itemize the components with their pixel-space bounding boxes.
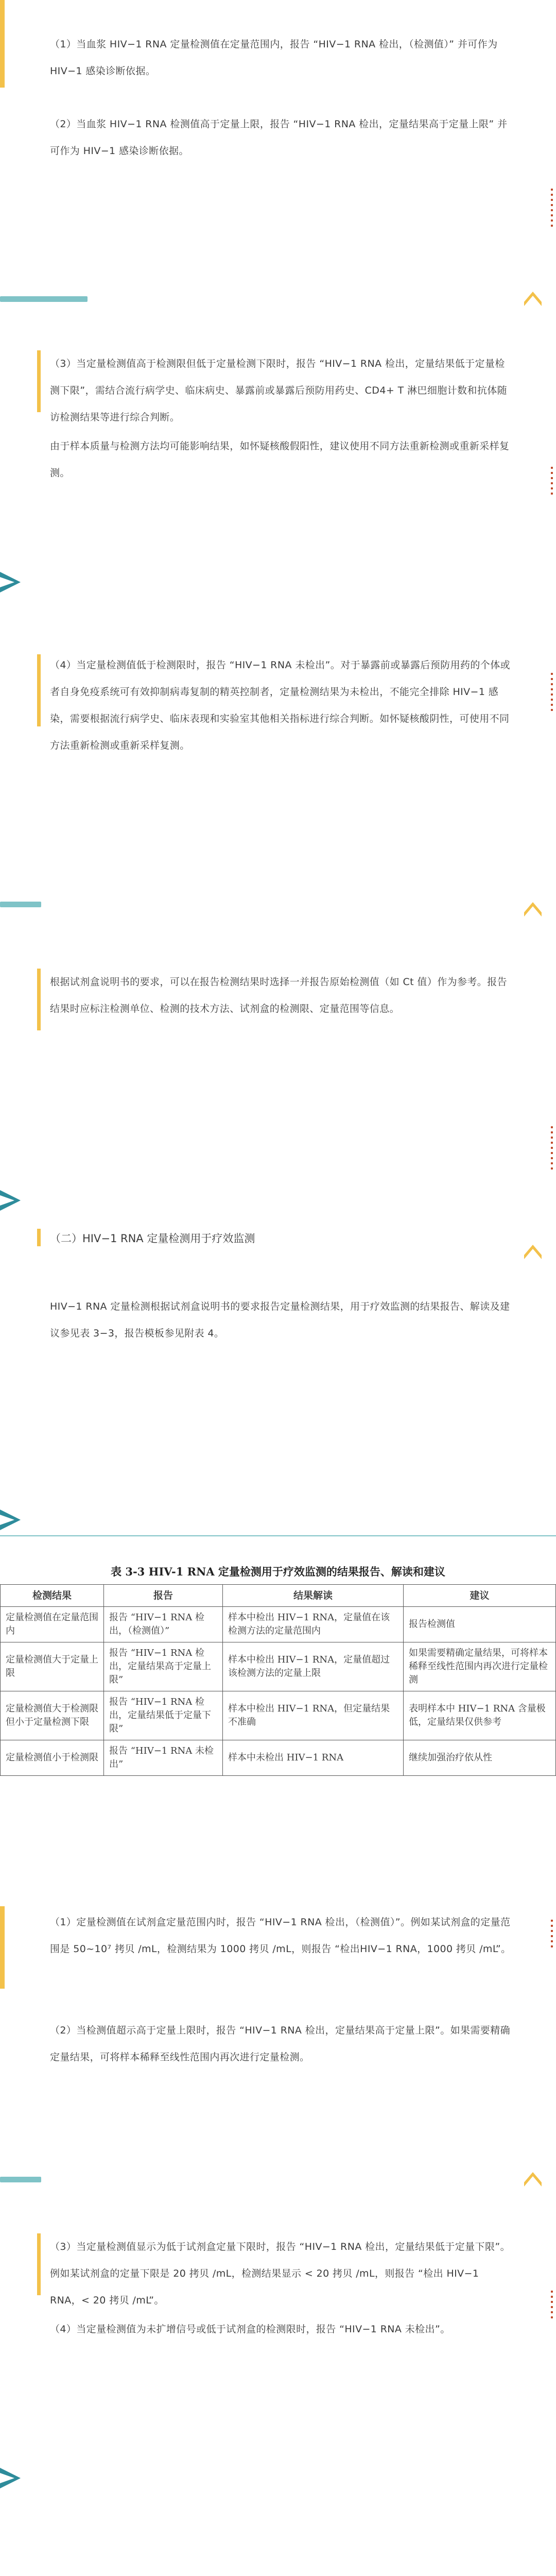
table-cell: 定量检测值在定量范围内: [1, 1607, 104, 1642]
table-header: 报告: [104, 1585, 223, 1607]
accent-left-bar: [0, 1906, 5, 1989]
table-cell: 继续加强治疗依从性: [404, 1740, 556, 1776]
paragraph-10: （4）当定量检测值为未扩增信号或低于试剂盒的检测限时，报告 “HIV−1 RNA 未检出”。: [50, 2324, 450, 2335]
chevron-decor-icon: [524, 899, 542, 917]
table-row: [1, 1607, 556, 1642]
accent-left-bar: [37, 350, 41, 412]
chevron-decor-icon: [0, 1190, 21, 1211]
chevron-decor-icon: [524, 289, 542, 306]
table-cell: 定量检测值大于检测限但小于定量检测下限: [1, 1691, 104, 1740]
table-header: 结果解读: [223, 1585, 404, 1607]
section-heading: （二）HIV−1 RNA 定量检测用于疗效监测: [50, 1232, 255, 1245]
paragraph-1: （1）当血浆 HIV−1 RNA 定量检测值在定量范围内，报告 “HIV−1 RNA 检出，（检测值）” 并可作为 HIV−1 感染诊断依据。: [50, 39, 498, 77]
table-cell: 样本中检出 HIV−1 RNA，定量值超过该检测方法的定量上限: [223, 1642, 404, 1691]
chevron-decor-icon: [0, 1510, 21, 1530]
table-header-row: [1, 1585, 556, 1607]
table-row: [1, 1691, 556, 1740]
table-cell: 表明样本中 HIV−1 RNA 含量极低，定量结果仅供参考: [404, 1691, 556, 1740]
decor-teal-bar: [0, 296, 88, 302]
table-cell: 样本中检出 HIV−1 RNA，定量值在该检测方法的定量范围内: [223, 1607, 404, 1642]
table-cell: 样本中检出 HIV−1 RNA，但定量结果不准确: [223, 1691, 404, 1740]
table-row: [1, 1740, 556, 1776]
table-header: 检测结果: [1, 1585, 104, 1607]
chevron-decor-icon: [0, 572, 21, 592]
table-cell: 报告 “HIV−1 RNA 检出，定量结果高于定量上限”: [104, 1642, 223, 1691]
paragraph-9: （3）当定量检测值显示为低于试剂盒定量下限时，报告 “HIV−1 RNA 检出，定量结果低于定量下限”。例如某试剂盒的定量下限是 20 拷贝 /mL，检测结果显示 < 20 拷贝 /mL，则报告 “检出 HIV−1 RNA，< 20 拷贝 /mL”。: [50, 2241, 511, 2306]
decor-dots: [550, 464, 554, 498]
table-cell: 报告 “HIV−1 RNA 检出，定量结果低于定量下限”: [104, 1691, 223, 1740]
paragraph-5: 根据试剂盒说明书的要求，可以在报告检测结果时选择一并报告原始检测值（如 Ct 值）作为参考。报告结果时应标注检测单位、检测的技术方法、试剂盒的检测限、定量范围等信息。: [50, 976, 507, 1014]
decor-dots: [550, 2287, 554, 2321]
chevron-decor-icon: [0, 2468, 21, 2488]
paragraph-6: HIV−1 RNA 定量检测根据试剂盒说明书的要求报告定量检测结果，用于疗效监测的结果报告、解读及建议参见表 3−3，报告模板参见附表 4。: [50, 1301, 510, 1339]
paragraph-7: （1）定量检测值在试剂盒定量范围内时，报告 “HIV−1 RNA 检出，（检测值）”。例如某试剂盒的定量范围是 50~10⁷ 拷贝 /mL，检测结果为 1000 拷贝 /mL，则报告 “检出HIV−1 RNA，1000 拷贝 /mL”。: [50, 1917, 511, 1955]
table-cell: 报告 “HIV−1 RNA 检出，（检测值）”: [104, 1607, 223, 1642]
decor-dots: [550, 1123, 554, 1173]
paragraph-2: （2）当血浆 HIV−1 RNA 检测值高于定量上限，报告 “HIV−1 RNA 检出，定量结果高于定量上限” 并可作为 HIV−1 感染诊断依据。: [50, 118, 508, 157]
decor-dots: [550, 1917, 554, 1951]
table-cell: 报告 “HIV−1 RNA 未检出”: [104, 1740, 223, 1776]
decor-dots: [550, 185, 554, 230]
decor-dots: [550, 670, 554, 714]
table-header: 建议: [404, 1585, 556, 1607]
decor-teal-bar: [0, 902, 41, 907]
chevron-decor-icon: [524, 1242, 542, 1259]
paragraph-4: （4）当定量检测值低于检测限时，报告 “HIV−1 RNA 未检出”。对于暴露前或暴露后预防用药的个体或者自身免疫系统可有效抑制病毒复制的精英控制者，定量检测结果为未检出，不能完全排除 HIV−1 感染，需要根据流行病学史、临床表现和实验室其他相关指标进行综合判断。如怀疑核酸阴性，可使用不同方法重新检测或重新采样复测。: [50, 659, 511, 751]
accent-left-bar: [37, 969, 41, 1030]
table-caption: 表 3-3 HIV-1 RNA 定量检测用于疗效监测的结果报告、解读和建议: [111, 1565, 445, 1578]
result-table: [0, 1584, 556, 1776]
table-cell: 如果需要精确定量结果，可将样本稀释至线性范围内再次进行定量检测: [404, 1642, 556, 1691]
decor-teal-bar: [0, 2177, 41, 2182]
paragraph-8: （2）当检测值超示高于定量上限时，报告 “HIV−1 RNA 检出，定量结果高于定量上限”。如果需要精确定量结果，可将样本稀释至线性范围内再次进行定量检测。: [50, 2025, 511, 2063]
paragraph-3b: 由于样本质量与检测方法均可能影响结果，如怀疑核酸假阳性，建议使用不同方法重新检测或重新采样复测。: [50, 440, 510, 479]
table-cell: 定量检测值小于检测限: [1, 1740, 104, 1776]
decor-teal-line: [0, 1535, 556, 1536]
accent-left-bar: [37, 2233, 41, 2295]
table-cell: 定量检测值大于定量上限: [1, 1642, 104, 1691]
paragraph-3: （3）当定量检测值高于检测限但低于定量检测下限时，报告 “HIV−1 RNA 检出，定量结果低于定量检测下限”，需结合流行病学史、临床病史、暴露前或暴露后预防用药史、CD4+ T 淋巴细胞计数和抗体随访检测结果等进行综合判断。: [50, 358, 508, 423]
table-cell: 样本中未检出 HIV−1 RNA: [223, 1740, 404, 1776]
table-row: [1, 1642, 556, 1691]
table-cell: 报告检测值: [404, 1607, 556, 1642]
accent-left-bar: [0, 0, 5, 88]
accent-left-bar: [37, 654, 41, 726]
heading-accent-bar: [37, 1229, 41, 1246]
chevron-decor-icon: [524, 2169, 542, 2187]
